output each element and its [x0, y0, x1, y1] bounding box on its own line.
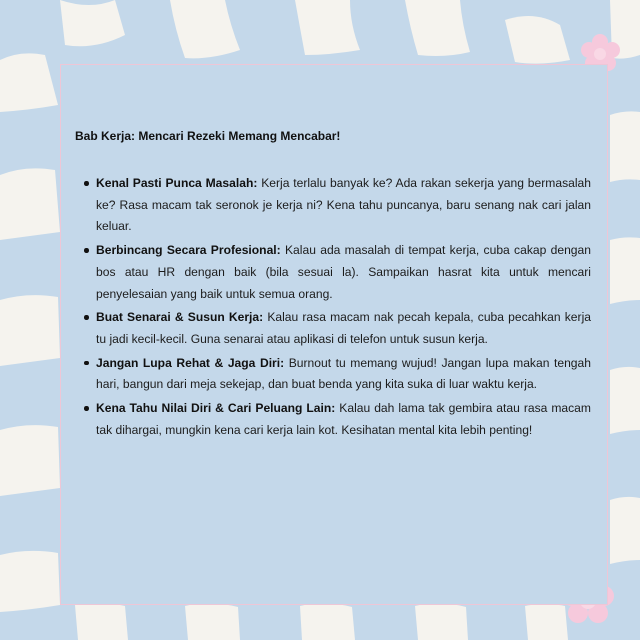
list-item	[96, 240, 591, 305]
tip-text: Kerja terlalu banyak ke? Ada rakan sekerja yang bermasalah ke? Rasa macam tak seronok je kerja ni? Kena tahu puncanya, baru senang nak cari jalan keluar.	[96, 176, 591, 234]
list-item	[96, 398, 591, 441]
tip-text: Kalau ada masalah di tempat kerja, cuba cakap dengan bos atau HR dengan baik (bila sesuai la). Sampaikan hasrat kita untuk mencari penyelesaian yang baik untuk semua orang.	[96, 243, 591, 301]
tips-list	[75, 173, 591, 443]
tip-text: Kalau rasa macam nak pecah kepala, cuba pecahkan kerja tu jadi kecil-kecil. Guna senarai atau aplikasi di telefon untuk susun kerja.	[96, 310, 591, 346]
tip-text: Burnout tu memang wujud! Jangan lupa makan tengah hari, bangun dari meja sekejap, dan buat benda yang kita suka di luar waktu kerja.	[96, 355, 591, 392]
content-card	[60, 64, 608, 605]
tip-heading: Kena Tahu Nilai Diri & Cari Peluang Lain:	[96, 401, 336, 416]
tip-heading: Buat Senarai & Susun Kerja:	[96, 310, 264, 325]
tip-heading: Jangan Lupa Rehat & Jaga Diri:	[96, 355, 285, 370]
tip-heading: Berbincang Secara Profesional:	[96, 243, 281, 258]
list-item	[96, 353, 591, 396]
tip-heading: Kenal Pasti Punca Masalah:	[96, 176, 258, 190]
list-item	[96, 307, 591, 350]
tip-text: Kalau dah lama tak gembira atau rasa macam tak dihargai, mungkin kena cari kerja lain kot. Kesihatan mental kita lebih penting!	[96, 401, 591, 437]
list-item	[96, 173, 591, 238]
page-title: Bab Kerja: Mencari Rezeki Memang Mencabar!	[75, 129, 341, 143]
